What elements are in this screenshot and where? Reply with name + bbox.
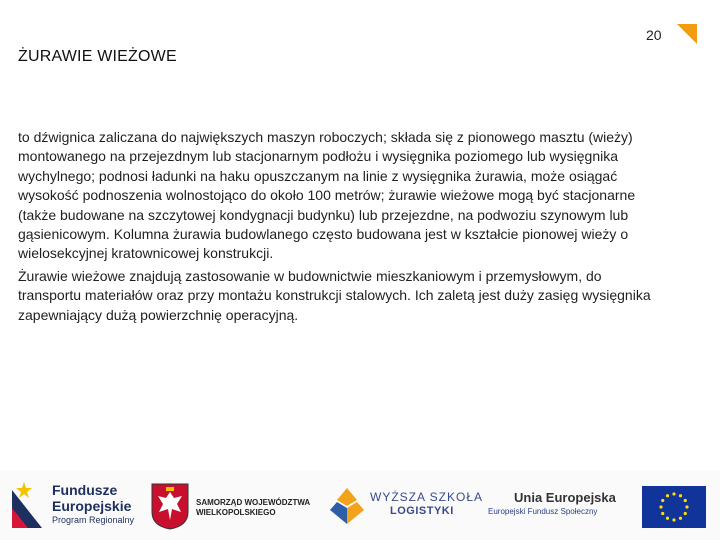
ue-line2: Europejski Fundusz Społeczny (488, 507, 598, 516)
eagle-crest-icon (150, 482, 190, 530)
wsl-line2: LOGISTYKI (390, 505, 454, 517)
fundusze-europejskie-logo (8, 476, 150, 532)
eu-star-icon (684, 499, 687, 502)
eu-star-icon (659, 505, 662, 508)
eu-star-icon (666, 494, 669, 497)
body-text (18, 128, 658, 328)
eu-star-icon (661, 499, 664, 502)
eu-star-icon (666, 517, 669, 520)
paragraph-1: to dźwignica zaliczana do największych maszyn roboczych; składa się z pionowego masztu (wieży) montowanego na przejezdnym lub stacjonarnym podłożu i wysięgnika poziomego lub wysięgnika wychylnego; podnosi ładunki na haku opuszczanym na linie z wysięgnika żurawia, może osiągać wysokość podnoszenia wolnostojąco do około 100 metrów; żurawie wieżowe mogą być stacjonarne (także budowane na szczytowej kondygnacji budynku) lub przejezdne, na podwoziu szynowym lub gąsienicowym. Kolumna żurawia budowlanego często budowana jest w kształcie pionowej wieży o wielosekcyjnej kratownicowej konstrukcji. (18, 129, 636, 262)
eu-star-icon (684, 512, 687, 515)
eu-star-icon (672, 518, 675, 521)
eu-star-icon (685, 505, 688, 508)
samorzad-line2: WIELKOPOLSKIEGO (196, 508, 276, 517)
wyzsza-szkola-logistyki-logo (326, 484, 496, 528)
wsl-diamond-icon (326, 486, 368, 526)
fundusze-line3: Program Regionalny (52, 515, 135, 525)
ue-line1: Unia Europejska (514, 490, 616, 505)
unia-europejska-text-logo (488, 490, 638, 530)
footer-logos (0, 470, 720, 540)
eu-flag-icon (642, 486, 706, 528)
corner-triangle-icon (677, 24, 697, 44)
fundusze-line2: Europejskie (52, 498, 132, 514)
samorzad-line1: SAMORZĄD WOJEWÓDZTWA (196, 498, 311, 507)
eu-star-icon (679, 494, 682, 497)
fundusze-line1: Fundusze (52, 482, 118, 498)
page-title: ŻURAWIE WIEŻOWE (18, 48, 177, 65)
paragraph-2: Żurawie wieżowe znajdują zastosowanie w budownictwie mieszkaniowym i przemysłowym, do transportu materiałów oraz przy montażu konstrukcji stalowych. Ich zaletą jest duży zasięg wysięgnika zapewniający dużą powierzchnię operacyjną. (18, 267, 651, 323)
samorzad-wielkopolski-logo (150, 482, 320, 530)
eu-star-icon (679, 517, 682, 520)
fundusze-star-icon (8, 480, 46, 530)
eu-star-icon (661, 512, 664, 515)
eu-star-icon (672, 492, 675, 495)
page-number: 20 (646, 27, 662, 43)
wsl-line1: WYŻSZA SZKOŁA (370, 490, 484, 504)
